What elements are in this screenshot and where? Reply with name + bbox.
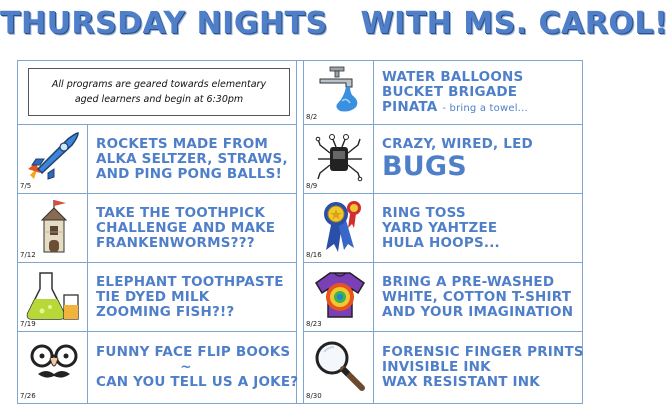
science-flask-icon <box>26 269 82 321</box>
page-title: THURSDAY NIGHTS WITH MS. CAROL! <box>0 6 668 41</box>
activity-line: TAKE THE TOOTHPICK <box>96 204 265 221</box>
activity-line: WATER BALLOONS <box>382 68 524 85</box>
intro-line-2: aged learners and begin at 6:30pm <box>74 94 244 105</box>
activity-8-2 <box>374 61 582 124</box>
activity-line: FRANKENWORMS??? <box>96 234 255 251</box>
date-label: 7/26 <box>20 392 36 400</box>
rocket-icon <box>24 129 82 181</box>
activity-line: CRAZY, WIRED, LED <box>382 135 533 152</box>
activity-line: ROCKETS MADE FROM <box>96 135 269 152</box>
activity-8-30 <box>374 332 582 403</box>
date-label: 7/5 <box>20 182 32 190</box>
icon-cell-8-2 <box>304 61 374 124</box>
activity-line: AND PING PONG BALLS! <box>96 165 282 182</box>
activity-line: BUCKET BRIGADE <box>382 83 518 100</box>
icon-cell-7-5 <box>18 125 88 193</box>
activity-line: CHALLENGE AND MAKE <box>96 219 276 236</box>
tie-dye-shirt-icon <box>314 271 366 319</box>
date-label: 7/12 <box>20 251 36 259</box>
center-divider-left <box>296 61 297 403</box>
activity-line-last <box>382 100 578 116</box>
magnifying-glass-icon <box>312 338 366 392</box>
activity-line: ~ <box>180 359 192 375</box>
activity-line: TIE DYED MILK <box>96 288 210 305</box>
schedule-grid <box>17 60 583 404</box>
intro-line-1: All programs are geared towards elementary <box>51 79 267 90</box>
activity-line: ZOOMING FISH?!? <box>96 303 235 320</box>
castle-tower-icon <box>34 198 74 254</box>
activity-line: RING TOSS <box>382 204 466 221</box>
activity-line: WAX RESISTANT INK <box>382 374 540 390</box>
award-ribbon-icon <box>318 198 364 254</box>
bring-towel-note: - bring a towel... <box>442 102 528 114</box>
pinata-label: PINATA <box>382 98 438 115</box>
activity-line: BRING A PRE-WASHED <box>382 273 555 290</box>
activity-line: INVISIBLE INK <box>382 359 491 375</box>
date-label: 7/19 <box>20 320 36 328</box>
icon-cell-8-30 <box>304 332 374 403</box>
activity-8-23 <box>374 263 582 331</box>
activity-line: FUNNY FACE FLIP BOOKS <box>96 344 291 360</box>
date-label: 8/9 <box>306 182 318 190</box>
water-faucet-icon <box>316 65 364 115</box>
bugs-big-label: BUGS <box>382 150 467 182</box>
activity-8-16 <box>374 194 582 262</box>
activity-line: CAN YOU TELL US A JOKE? <box>96 374 299 390</box>
activity-8-9 <box>374 125 582 193</box>
activity-line: YARD YAHTZEE <box>382 219 498 236</box>
icon-cell-7-12 <box>18 194 88 262</box>
activity-line: HULA HOOPS... <box>382 234 500 251</box>
intro-note <box>28 68 290 116</box>
icon-cell-8-23 <box>304 263 374 331</box>
activity-7-5 <box>88 125 296 193</box>
date-label: 8/23 <box>306 320 322 328</box>
activity-line: ALKA SELTZER, STRAWS, <box>96 150 288 167</box>
date-label: 8/2 <box>306 113 318 121</box>
activity-7-19 <box>88 263 296 331</box>
icon-cell-8-9 <box>304 125 374 193</box>
circuit-bug-icon <box>314 131 366 183</box>
intro-cell <box>18 61 296 124</box>
icon-cell-8-16 <box>304 194 374 262</box>
activity-line: AND YOUR IMAGINATION <box>382 303 574 320</box>
activity-7-12 <box>88 194 296 262</box>
funny-glasses-icon <box>28 344 80 384</box>
activity-line: ELEPHANT TOOTHPASTE <box>96 273 284 290</box>
date-label: 8/16 <box>306 251 322 259</box>
activity-line: FORENSIC FINGER PRINTS <box>382 344 584 360</box>
icon-cell-7-26 <box>18 332 88 403</box>
activity-7-26 <box>88 332 299 403</box>
activity-line: WHITE, COTTON T-SHIRT <box>382 288 572 305</box>
icon-cell-7-19 <box>18 263 88 331</box>
date-label: 8/30 <box>306 392 322 400</box>
